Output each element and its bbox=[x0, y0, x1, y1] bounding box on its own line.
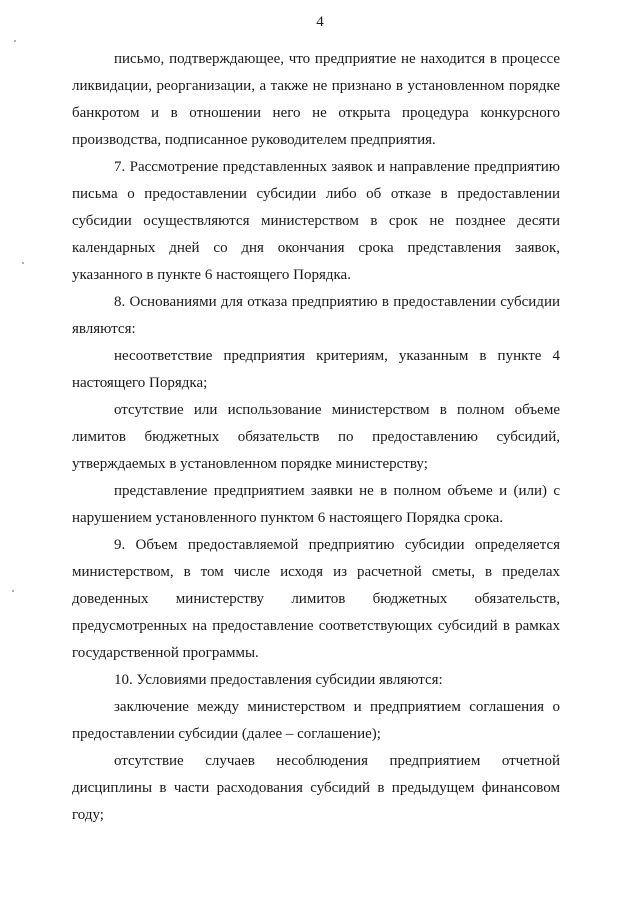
text-line: указанного в пункте 6 настоящего Порядка. bbox=[72, 267, 351, 283]
text-line: нарушением установленного пунктом 6 настоящего Порядка срока. bbox=[72, 510, 504, 526]
text-line: являются: bbox=[72, 321, 136, 337]
text-line: доведенных министерству лимитов бюджетных обязательств, bbox=[72, 591, 560, 607]
text-line: представление предприятием заявки не в полном объеме и (или) с bbox=[114, 483, 560, 499]
scan-speck bbox=[14, 40, 16, 42]
text-line: утверждаемых в установленном порядке министерству; bbox=[72, 456, 428, 472]
text-line: предоставлении субсидии (далее – соглашение); bbox=[72, 726, 381, 742]
text-line: дисциплины в части расходования субсидий в предыдущем финансовом bbox=[72, 780, 560, 796]
scan-speck bbox=[12, 590, 14, 592]
text-line: отсутствие случаев несоблюдения предприятием отчетной bbox=[114, 753, 560, 769]
text-line: 8. Основаниями для отказа предприятию в предоставлении субсидии bbox=[114, 294, 560, 310]
scan-speck bbox=[22, 262, 24, 264]
text-line: настоящего Порядка; bbox=[72, 375, 208, 391]
text-line: 10. Условиями предоставления субсидии являются: bbox=[114, 672, 443, 688]
text-line: государственной программы. bbox=[72, 645, 259, 661]
text-line: несоответствие предприятия критериям, указанным в пункте 4 bbox=[114, 348, 560, 364]
text-line: письмо, подтверждающее, что предприятие не находится в процессе bbox=[114, 51, 560, 67]
text-line: заключение между министерством и предприятием соглашения о bbox=[114, 699, 560, 715]
text-line: календарных дней со дня окончания срока представления заявок, bbox=[72, 240, 560, 256]
text-line: году; bbox=[72, 807, 104, 823]
text-line: производства, подписанное руководителем предприятия. bbox=[72, 132, 436, 148]
text-line: субсидии осуществляются министерством в срок не позднее десяти bbox=[72, 213, 560, 229]
text-line: ликвидации, реорганизации, а также не признано в установленном порядке bbox=[72, 78, 560, 94]
text-line: 7. Рассмотрение представленных заявок и направление предприятию bbox=[114, 159, 560, 175]
text-line: предусмотренных на предоставление соответствующих субсидий в рамках bbox=[72, 618, 560, 634]
text-line: банкротом и в отношении него не открыта процедура конкурсного bbox=[72, 105, 560, 121]
text-line: министерством, в том числе исходя из расчетной сметы, в пределах bbox=[72, 564, 560, 580]
text-line: 9. Объем предоставляемой предприятию субсидии определяется bbox=[114, 537, 560, 553]
page-number: 4 bbox=[316, 14, 324, 30]
text-line: отсутствие или использование министерством в полном объеме bbox=[114, 402, 560, 418]
text-line: лимитов бюджетных обязательств по предоставлению субсидий, bbox=[72, 429, 560, 445]
text-line: письма о предоставлении субсидии либо об отказе в предоставлении bbox=[72, 186, 560, 202]
